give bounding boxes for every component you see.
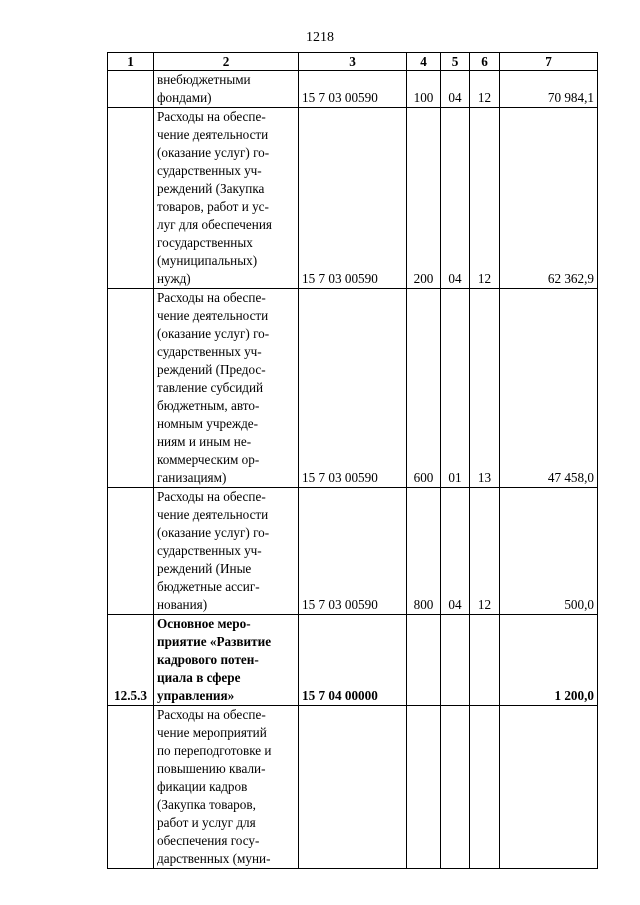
- row-col6: 12: [470, 71, 500, 108]
- table-row: [108, 615, 598, 706]
- column-header-1: 1: [108, 53, 154, 71]
- row-name-line: (оказание услуг) го-: [157, 525, 270, 540]
- row-code: [299, 706, 407, 869]
- row-name-line: реждений (Иные: [157, 561, 252, 576]
- row-name: [154, 289, 299, 488]
- row-name-line: ниям и иным не-: [157, 434, 252, 449]
- row-name-line: тавление субсидий: [157, 380, 264, 395]
- row-col6: 12: [470, 488, 500, 615]
- row-col4: 600: [407, 289, 441, 488]
- row-col5: 04: [441, 108, 470, 289]
- row-col5: 04: [441, 71, 470, 108]
- table-body: [108, 71, 598, 869]
- row-number: [108, 108, 154, 289]
- row-name-line: (Закупка товаров,: [157, 797, 256, 812]
- row-col4: 200: [407, 108, 441, 289]
- row-name-line: по переподготовке и: [157, 743, 272, 758]
- row-number: 12.5.3: [108, 615, 154, 706]
- row-name-line: обеспечения госу-: [157, 833, 260, 848]
- row-name-line: нужд): [157, 271, 191, 286]
- row-name-line: сударственных уч-: [157, 163, 262, 178]
- row-name-line: (оказание услуг) го-: [157, 326, 270, 341]
- row-name-line: приятие «Развитие: [157, 634, 272, 649]
- table-row: [108, 108, 598, 289]
- row-code: 15 7 03 00590: [299, 488, 407, 615]
- row-name-line: чение деятельности: [157, 127, 269, 142]
- row-name-line: реждений (Закупка: [157, 181, 265, 196]
- row-col4: 100: [407, 71, 441, 108]
- row-name-line: внебюджетными: [157, 72, 251, 87]
- row-name-line: Основное меро-: [157, 616, 251, 631]
- row-name-line: луг для обеспечения: [157, 217, 272, 232]
- row-name-line: чение мероприятий: [157, 725, 267, 740]
- row-col5: [441, 706, 470, 869]
- row-amount: 500,0: [500, 488, 598, 615]
- row-name-line: государственных: [157, 235, 253, 250]
- row-col6: 12: [470, 108, 500, 289]
- row-name-line: Расходы на обеспе-: [157, 489, 266, 504]
- row-amount: 70 984,1: [500, 71, 598, 108]
- page-number: 1218: [306, 30, 334, 45]
- row-name-line: номным учрежде-: [157, 416, 259, 431]
- row-col5: [441, 615, 470, 706]
- row-col4: [407, 706, 441, 869]
- row-name-line: фондами): [157, 90, 212, 105]
- row-name-line: бюджетные ассиг-: [157, 579, 260, 594]
- row-number: [108, 488, 154, 615]
- row-name-line: товаров, работ и ус-: [157, 199, 269, 214]
- row-amount: [500, 706, 598, 869]
- row-name-line: ганизациям): [157, 470, 227, 485]
- row-number: [108, 71, 154, 108]
- row-col6: [470, 706, 500, 869]
- row-col4: 800: [407, 488, 441, 615]
- row-name-line: чение деятельности: [157, 507, 269, 522]
- row-name: [154, 615, 299, 706]
- table-row: [108, 488, 598, 615]
- table-row: [108, 289, 598, 488]
- row-col5: 04: [441, 488, 470, 615]
- row-name-line: Расходы на обеспе-: [157, 290, 266, 305]
- row-col5: 01: [441, 289, 470, 488]
- row-name-line: коммерческим ор-: [157, 452, 260, 467]
- row-name: [154, 488, 299, 615]
- column-header-4: 4: [407, 53, 441, 71]
- row-name-line: управления»: [157, 688, 235, 703]
- row-name-line: работ и услуг для: [157, 815, 256, 830]
- row-name: [154, 706, 299, 869]
- table-row: [108, 71, 598, 108]
- row-name-line: чение деятельности: [157, 308, 269, 323]
- column-header-2: 2: [154, 53, 299, 71]
- table-row: [108, 706, 598, 869]
- column-header-6: 6: [470, 53, 500, 71]
- row-name-line: Расходы на обеспе-: [157, 707, 266, 722]
- column-header-5: 5: [441, 53, 470, 71]
- row-amount: 47 458,0: [500, 289, 598, 488]
- row-code: 15 7 03 00590: [299, 71, 407, 108]
- row-name: [154, 108, 299, 289]
- row-amount: 1 200,0: [500, 615, 598, 706]
- budget-table: [107, 52, 598, 869]
- row-name-line: циала в сфере: [157, 670, 241, 685]
- header-row: [108, 53, 598, 71]
- row-number: [108, 289, 154, 488]
- row-col6: 13: [470, 289, 500, 488]
- column-header-7: 7: [500, 53, 598, 71]
- row-code: 15 7 03 00590: [299, 289, 407, 488]
- row-col6: [470, 615, 500, 706]
- column-header-3: 3: [299, 53, 407, 71]
- row-code: 15 7 03 00590: [299, 108, 407, 289]
- row-code: 15 7 04 00000: [299, 615, 407, 706]
- row-name-line: реждений (Предос-: [157, 362, 266, 377]
- row-number: [108, 706, 154, 869]
- row-name-line: дарственных (муни-: [157, 851, 271, 866]
- row-name-line: Расходы на обеспе-: [157, 109, 266, 124]
- row-name-line: сударственных уч-: [157, 344, 262, 359]
- row-name: [154, 71, 299, 108]
- row-name-line: повышению квали-: [157, 761, 266, 776]
- row-name-line: сударственных уч-: [157, 543, 262, 558]
- row-name-line: бюджетным, авто-: [157, 398, 260, 413]
- row-name-line: нования): [157, 597, 208, 612]
- row-col4: [407, 615, 441, 706]
- row-name-line: (муниципальных): [157, 253, 258, 268]
- row-name-line: фикации кадров: [157, 779, 248, 794]
- row-name-line: кадрового потен-: [157, 652, 259, 667]
- row-name-line: (оказание услуг) го-: [157, 145, 270, 160]
- row-amount: 62 362,9: [500, 108, 598, 289]
